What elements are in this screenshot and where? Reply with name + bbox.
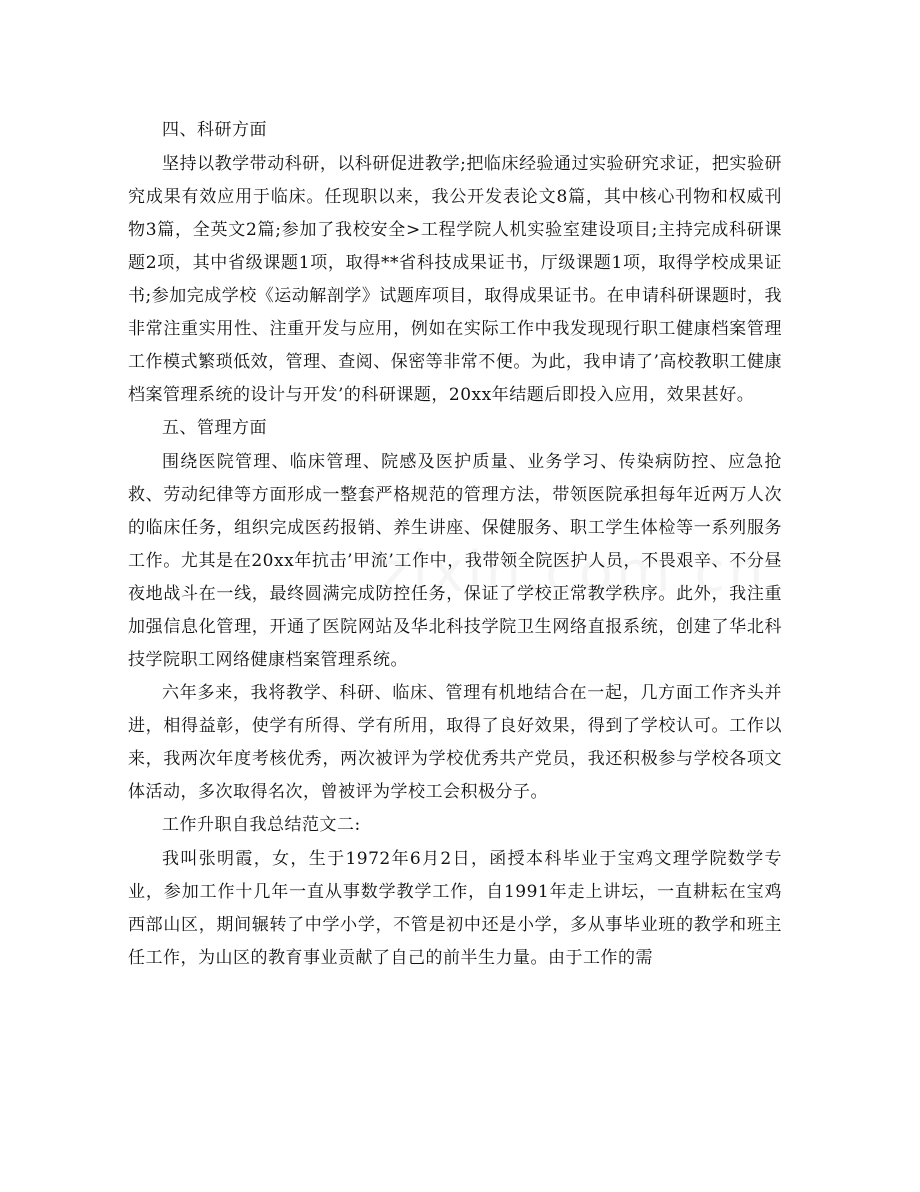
- paragraph-example-two: [128, 843, 782, 975]
- paragraph-text: 坚持以教学带动科研，以科研促进教学;把临床经验通过实验研究求证，把实验研究成果有效应用于临床。任现职以来，我公开发表论文8篇，其中核心刊物和权威刊物3篇，全英文2篇;参加了我校安全>工程学院人机实验室建设项目;主持完成科研课题2项，其中省级课题1项，取得**省科技成果证书，厅级课题1项，取得学校成果证书;参加完成学校《运动解剖学》试题库项目，取得成果证书。在申请科研课题时，我非常注重实用性、注重开发与应用，例如在实际工作中我发现现行职工健康档案管理工作模式繁琐低效，管理、查阅、保密等非常不便。为此，我申请了’高校教职工健康档案管理系统的设计与开发’的科研课题，20xx年结题后即投入应用，效果甚好。: [128, 154, 782, 405]
- section-heading-research: 四、科研方面: [162, 120, 267, 140]
- paragraph-research: [128, 148, 782, 412]
- paragraph-text: 围绕医院管理、临床管理、院感及医护质量、业务学习、传染病防控、应急抢救、劳动纪律等方面形成一整套严格规范的管理方法，带领医院承担每年近两万人次的临床任务，组织完成医药报销、养生讲座、保健服务、职工学生体检等一系列服务工作。尤其是在20xx年抗击’甲流’工作中，我带领全院医护人员，不畏艰辛、不分昼夜地战斗在一线，最终圆满完成防控任务，保证了学校正常教学秩序。此外，我注重加强信息化管理，开通了医院网站及华北科技学院卫生网络直报系统，创建了华北科技学院职工网络健康档案管理系统。: [128, 452, 782, 670]
- paragraph-text: 我叫张明霞，女，生于1972年6月2日，函授本科毕业于宝鸡文理学院数学专业，参加工作十几年一直从事数学教学工作，自1991年走上讲坛，一直耕耘在宝鸡西部山区，期间辗转了中学小学，不管是初中还是小学，多从事毕业班的教学和班主任工作，为山区的教育事业贡献了自己的前半生力量。由于工作的需: [128, 849, 782, 968]
- document-body: [128, 114, 782, 975]
- paragraph-text: 六年多来，我将教学、科研、临床、管理有机地结合在一起，几方面工作齐头并进，相得益彰，使学有所得、学有所用，取得了良好效果，得到了学校认可。工作以来，我两次年度考核优秀，两次被评为学校优秀共产党员，我还积极参与学校各项文体活动，多次取得名次，曾被评为学校工会积极分子。: [128, 683, 782, 802]
- section-heading-management: 五、管理方面: [162, 418, 267, 438]
- section-heading-example-two: 工作升职自我总结范文二:: [162, 815, 361, 835]
- paragraph-management: [128, 446, 782, 677]
- paragraph-summary: [128, 677, 782, 809]
